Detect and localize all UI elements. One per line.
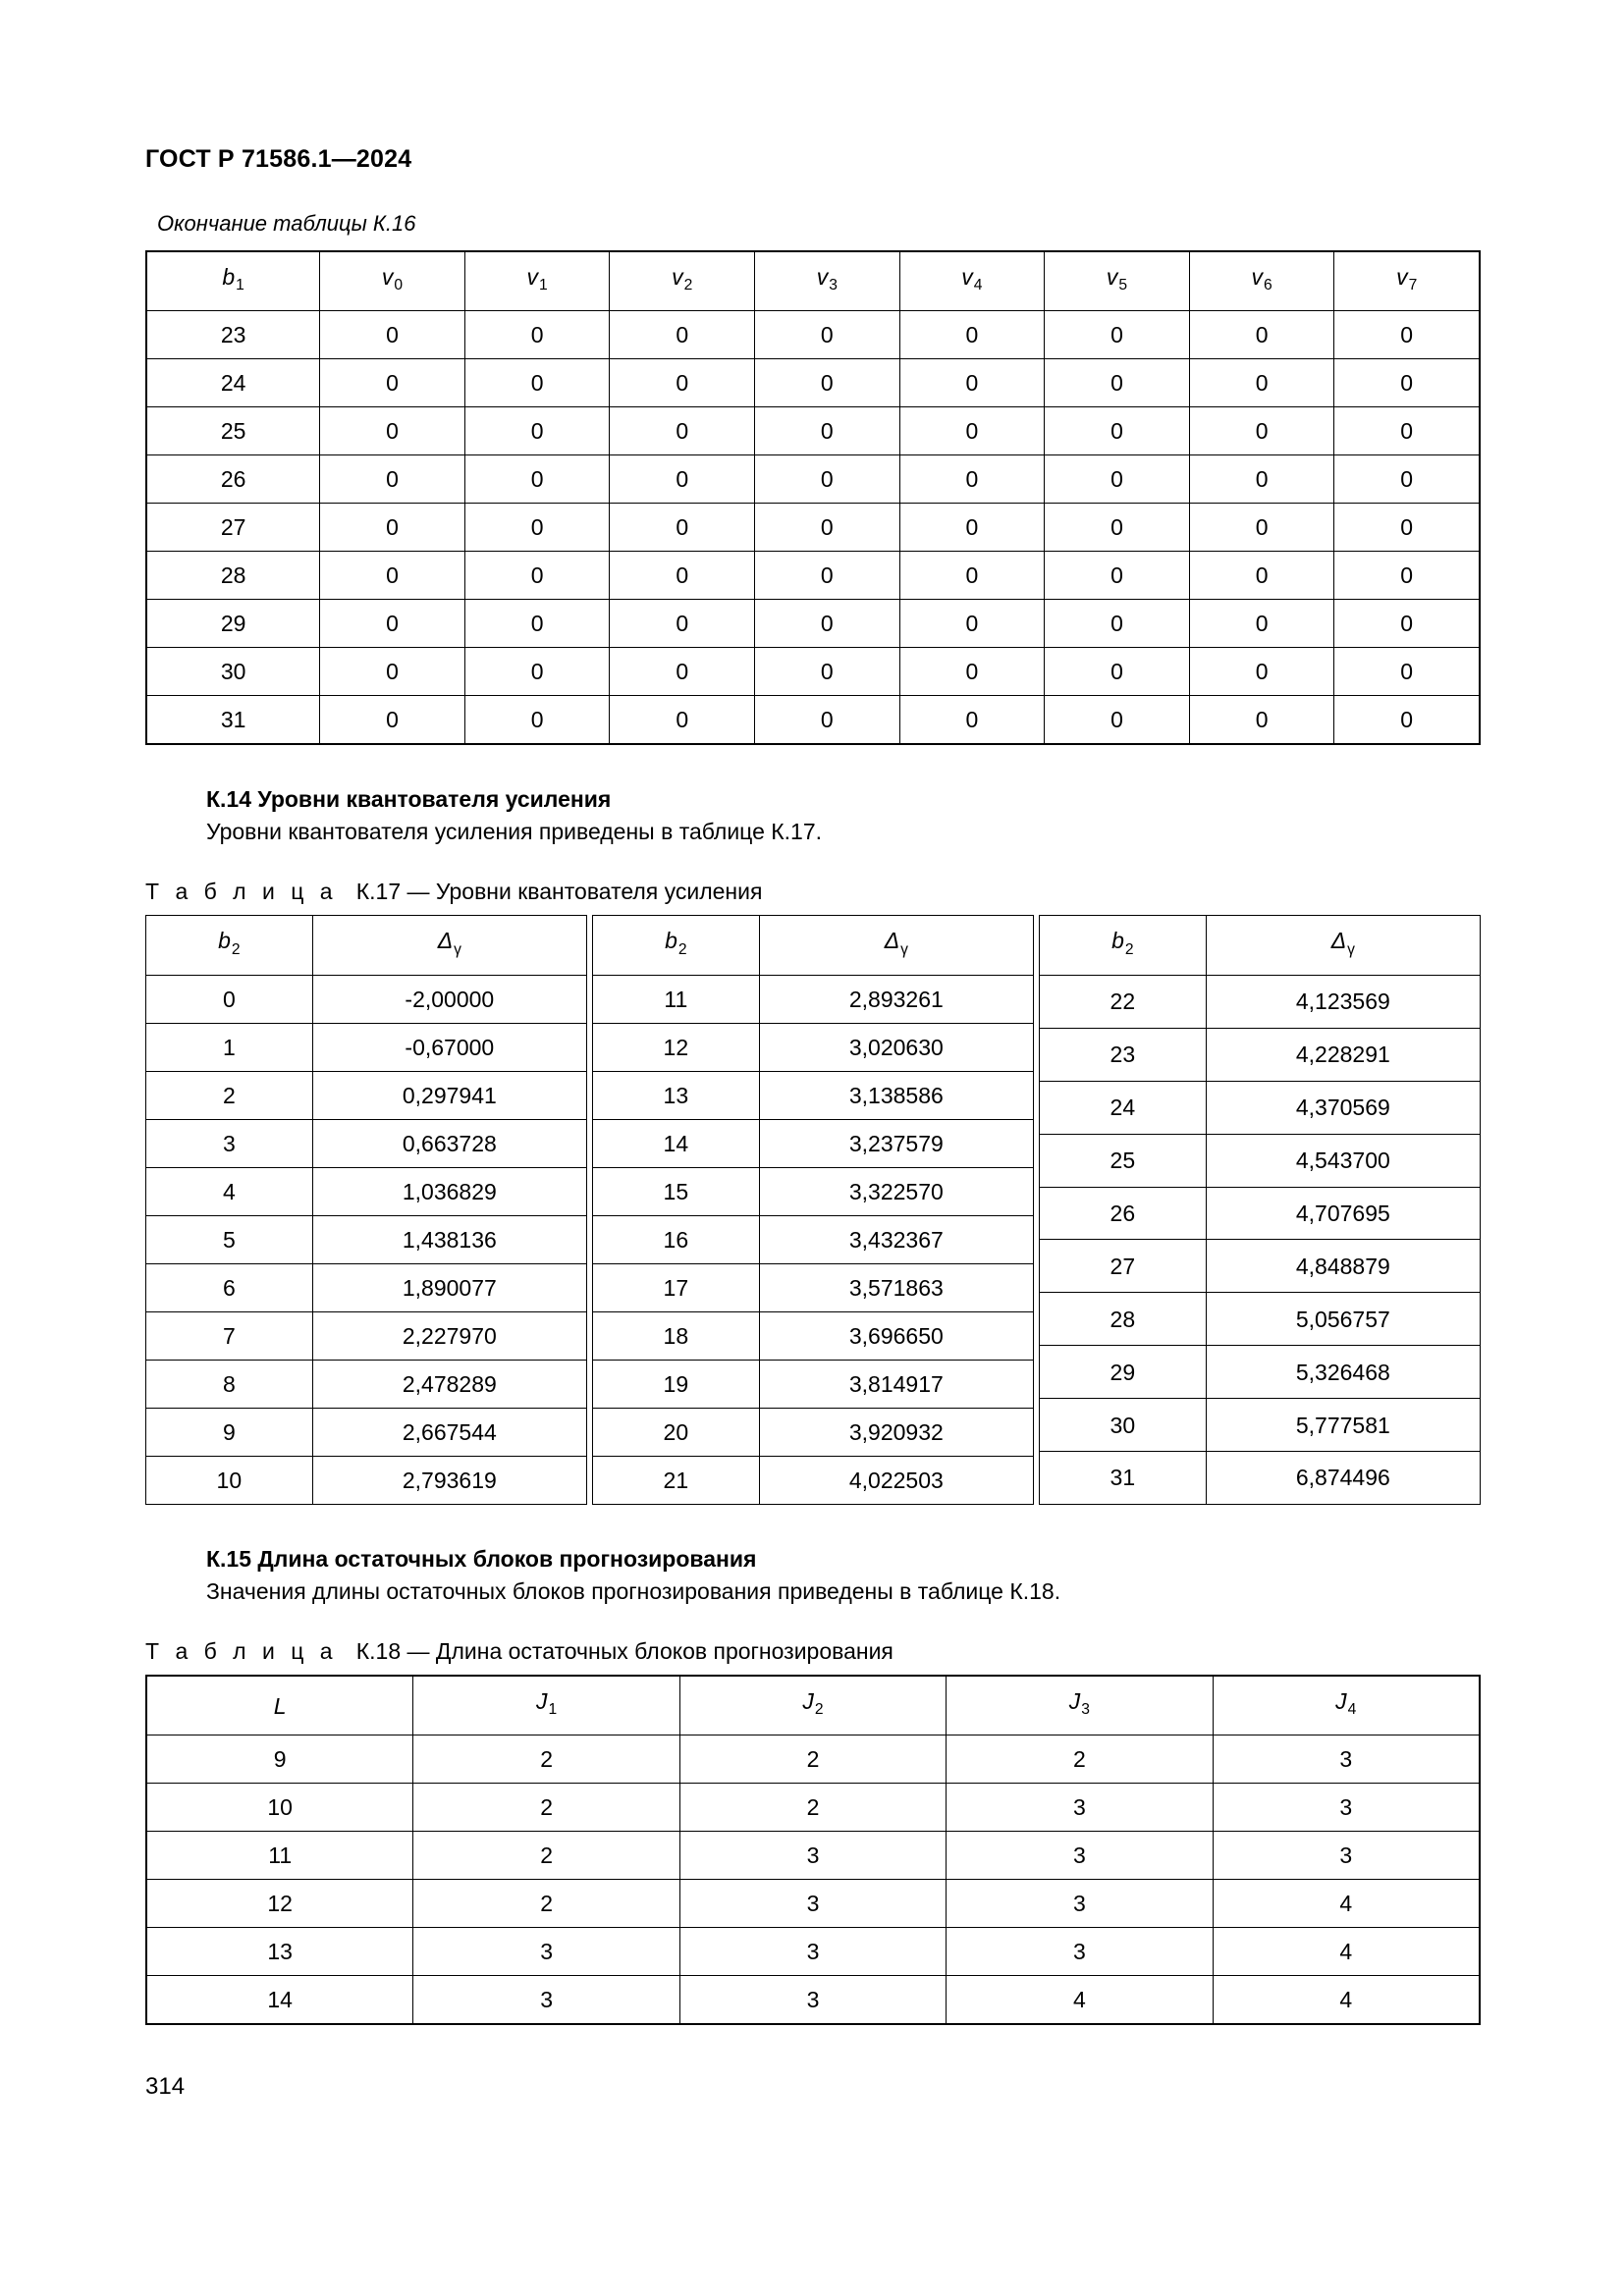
table-cell: 0	[1189, 552, 1334, 600]
table-cell: 2	[413, 1735, 679, 1784]
table-cell: 14	[146, 1976, 413, 2025]
table-cell: 2	[679, 1784, 946, 1832]
table-cell: 0	[320, 552, 465, 600]
table-row	[146, 504, 1480, 552]
table-cell: 3	[947, 1880, 1213, 1928]
table-cell: 11	[146, 1832, 413, 1880]
table-cell: 0	[1045, 552, 1190, 600]
table-cell: 0	[320, 504, 465, 552]
table-cell: 28	[1040, 1293, 1207, 1346]
table-row	[593, 1408, 1034, 1456]
table-row	[146, 1071, 587, 1119]
table-cell: 4,022503	[759, 1456, 1033, 1504]
table-cell: 20	[593, 1408, 760, 1456]
table-row	[146, 311, 1480, 359]
table-cell: 0	[755, 359, 900, 407]
table-cell: 23	[1040, 1028, 1207, 1081]
table-k17-body-1	[146, 975, 587, 1504]
column-header: $v_3$	[755, 251, 900, 311]
table-cell: 4,123569	[1206, 975, 1480, 1028]
table-cell: 2,793619	[312, 1456, 586, 1504]
table-cell: 25	[1040, 1134, 1207, 1187]
table-k18-header-row	[146, 1676, 1480, 1735]
table-cell: 0	[1045, 504, 1190, 552]
table-row	[146, 455, 1480, 504]
table-cell: 13	[146, 1928, 413, 1976]
column-header: $b_1$	[146, 251, 320, 311]
table-cell: 0,663728	[312, 1119, 586, 1167]
table-cell: 14	[593, 1119, 760, 1167]
table-k18-caption-label: Т а б л и ц а	[145, 1637, 338, 1664]
table-cell: 25	[146, 407, 320, 455]
table-cell: 11	[593, 975, 760, 1023]
table-row	[146, 696, 1480, 745]
table-cell: 1	[146, 1023, 313, 1071]
table-cell: 4	[947, 1976, 1213, 2025]
table-row	[146, 1456, 587, 1504]
column-header: $J_1$	[413, 1676, 679, 1735]
table-cell: 2,478289	[312, 1360, 586, 1408]
table-cell: 0	[320, 648, 465, 696]
table-row	[593, 1167, 1034, 1215]
table-cell: 0	[899, 311, 1045, 359]
table-cell: 0	[1334, 504, 1480, 552]
table-k17-header-row	[593, 916, 1034, 975]
table-cell: 0	[320, 696, 465, 745]
table-cell: 10	[146, 1784, 413, 1832]
table-row	[146, 1263, 587, 1311]
table-row	[1040, 1399, 1481, 1452]
table-cell: 30	[146, 648, 320, 696]
table-cell: 3	[679, 1976, 946, 2025]
table-row	[146, 975, 587, 1023]
column-header: L	[146, 1676, 413, 1735]
table-cell: 17	[593, 1263, 760, 1311]
table-cell: 26	[146, 455, 320, 504]
table-row	[146, 1119, 587, 1167]
table-row	[1040, 1081, 1481, 1134]
table-cell: 16	[593, 1215, 760, 1263]
table-cell: 27	[146, 504, 320, 552]
column-header: $v_5$	[1045, 251, 1190, 311]
column-header: $v_0$	[320, 251, 465, 311]
table-cell: 5,326468	[1206, 1346, 1480, 1399]
table-cell: 1,438136	[312, 1215, 586, 1263]
table-cell: 31	[146, 696, 320, 745]
table-cell: 1,890077	[312, 1263, 586, 1311]
table-cell: 4,707695	[1206, 1187, 1480, 1240]
table-row	[146, 1167, 587, 1215]
table-row	[146, 359, 1480, 407]
table-cell: 3,432367	[759, 1215, 1033, 1263]
table-cell: 6,874496	[1206, 1451, 1480, 1504]
table-cell: 0	[755, 696, 900, 745]
table-cell: 3	[679, 1832, 946, 1880]
table-row	[1040, 975, 1481, 1028]
table-cell: 0	[1045, 359, 1190, 407]
table-cell: 0	[1045, 600, 1190, 648]
table-cell: 0	[1189, 311, 1334, 359]
table-k17	[145, 915, 1481, 1504]
table-cell: 0	[320, 455, 465, 504]
table-cell: 0	[464, 648, 610, 696]
table-row	[1040, 1028, 1481, 1081]
table-cell: 3	[947, 1928, 1213, 1976]
table-cell: 0	[464, 407, 610, 455]
page-content	[145, 211, 1481, 2025]
table-k18-caption	[145, 1638, 1481, 1665]
table-cell: 3	[1213, 1735, 1480, 1784]
table-row	[593, 1215, 1034, 1263]
table-cell: 2	[146, 1071, 313, 1119]
table-cell: 2,893261	[759, 975, 1033, 1023]
table-cell: 0	[464, 311, 610, 359]
table-row	[1040, 1240, 1481, 1293]
column-header: $v_2$	[610, 251, 755, 311]
table-cell: 3,814917	[759, 1360, 1033, 1408]
column-header: $J_4$	[1213, 1676, 1480, 1735]
table-cell: 0	[899, 552, 1045, 600]
table-cell: 0	[320, 600, 465, 648]
table-row	[1040, 1134, 1481, 1187]
table-cell: 0	[464, 455, 610, 504]
table-cell: 3	[947, 1784, 1213, 1832]
table-cell: 13	[593, 1071, 760, 1119]
table-cell: 2	[947, 1735, 1213, 1784]
table-k17-body-3	[1040, 975, 1481, 1504]
table-row	[593, 1263, 1034, 1311]
table-cell: 0	[1334, 359, 1480, 407]
table-cell: 4,848879	[1206, 1240, 1480, 1293]
table-cell: 9	[146, 1408, 313, 1456]
table-cell: 28	[146, 552, 320, 600]
table-cell: 0	[610, 696, 755, 745]
table-cell: 3	[679, 1880, 946, 1928]
table-cell: 0	[610, 359, 755, 407]
table-cell: 0	[1334, 311, 1480, 359]
table-cell: 0	[610, 504, 755, 552]
section-k15-heading: К.15 Длина остаточных блоков прогнозирования	[206, 1545, 757, 1572]
table-cell: 8	[146, 1360, 313, 1408]
table-cell: 0	[755, 311, 900, 359]
table-cell: 29	[1040, 1346, 1207, 1399]
table-row	[593, 1023, 1034, 1071]
table-cell: 3,237579	[759, 1119, 1033, 1167]
table-cell: 0	[899, 359, 1045, 407]
table-cell: 18	[593, 1311, 760, 1360]
table-cell: 30	[1040, 1399, 1207, 1452]
table-cell: 0	[1334, 552, 1480, 600]
table-cell: 0	[320, 311, 465, 359]
table-cell: 0	[610, 455, 755, 504]
table-cell: 1,036829	[312, 1167, 586, 1215]
table-cell: 0	[1189, 407, 1334, 455]
table-cell: 31	[1040, 1451, 1207, 1504]
table-cell: 0	[899, 696, 1045, 745]
table-k18-caption-text: К.18 — Длина остаточных блоков прогнозирования	[355, 1637, 893, 1664]
table-cell: 3,696650	[759, 1311, 1033, 1360]
table-cell: 4	[1213, 1880, 1480, 1928]
table-row	[593, 975, 1034, 1023]
table-cell: 0	[464, 600, 610, 648]
column-header: $\Delta_\gamma$	[1206, 916, 1480, 975]
table-cell: 2,227970	[312, 1311, 586, 1360]
table-cell: 0	[610, 648, 755, 696]
table-row	[146, 648, 1480, 696]
table-cell: 5	[146, 1215, 313, 1263]
table-row	[593, 1071, 1034, 1119]
table-cell: 4,228291	[1206, 1028, 1480, 1081]
table-row	[146, 1976, 1480, 2025]
table-cell: 3	[413, 1928, 679, 1976]
table-row	[146, 1215, 587, 1263]
table-cell: 0	[1189, 455, 1334, 504]
table-cell: 4	[1213, 1928, 1480, 1976]
table-row	[146, 600, 1480, 648]
table-k18	[145, 1675, 1481, 2025]
table-cell: 3,920932	[759, 1408, 1033, 1456]
column-header: $v_7$	[1334, 251, 1480, 311]
table-k17-group-2	[592, 915, 1034, 1504]
table-cell: 0	[1045, 407, 1190, 455]
table-cell: 4	[1213, 1976, 1480, 2025]
table-cell: 4	[146, 1167, 313, 1215]
table-row	[593, 1456, 1034, 1504]
table-cell: 23	[146, 311, 320, 359]
table-cell: 0	[1189, 504, 1334, 552]
table-cell: 2	[679, 1735, 946, 1784]
table-k17-body-2	[593, 975, 1034, 1504]
table-cell: 0	[320, 359, 465, 407]
table-row	[1040, 1451, 1481, 1504]
table-cell: 3	[679, 1928, 946, 1976]
table-cell: 4,543700	[1206, 1134, 1480, 1187]
table-cell: 0	[899, 600, 1045, 648]
table-cell: 0	[1189, 696, 1334, 745]
table-cell: 5,056757	[1206, 1293, 1480, 1346]
page-number: 314	[145, 2073, 186, 2100]
table-cell: 3	[947, 1832, 1213, 1880]
table-cell: 3	[1213, 1784, 1480, 1832]
table-cell: 0	[899, 648, 1045, 696]
table-row	[593, 1360, 1034, 1408]
table-cell: 0	[899, 504, 1045, 552]
table-cell: 2	[413, 1880, 679, 1928]
table-cell: 12	[146, 1880, 413, 1928]
table-cell: 19	[593, 1360, 760, 1408]
table-k16-header-row	[146, 251, 1480, 311]
table-cell: 0	[755, 504, 900, 552]
table-row	[593, 1119, 1034, 1167]
table-row	[146, 1023, 587, 1071]
table-cell: 0	[1189, 648, 1334, 696]
table-k17-header-row	[1040, 916, 1481, 975]
table-cell: 0	[464, 504, 610, 552]
table-row	[1040, 1346, 1481, 1399]
table-cell: 6	[146, 1263, 313, 1311]
table-k17-caption-text: К.17 — Уровни квантователя усиления	[355, 879, 763, 905]
table-row	[146, 1880, 1480, 1928]
table-cell: 2	[413, 1784, 679, 1832]
table-cell: 15	[593, 1167, 760, 1215]
table-cell: 0	[899, 455, 1045, 504]
table-row	[146, 1408, 587, 1456]
table-cell: 27	[1040, 1240, 1207, 1293]
table-row	[146, 1360, 587, 1408]
table-k17-header-row	[146, 916, 587, 975]
table-cell: 0	[610, 311, 755, 359]
table-row	[593, 1311, 1034, 1360]
column-header: $v_6$	[1189, 251, 1334, 311]
table-row	[146, 1784, 1480, 1832]
table-cell: 0	[1334, 648, 1480, 696]
table-cell: 0	[610, 407, 755, 455]
table-cell: 10	[146, 1456, 313, 1504]
table-cell: 0	[1045, 311, 1190, 359]
table-cell: 12	[593, 1023, 760, 1071]
section-k14-paragraph: Уровни квантователя усиления приведены в таблице К.17.	[206, 819, 823, 845]
table-cell: 0	[610, 600, 755, 648]
column-header: $v_1$	[464, 251, 610, 311]
table-cell: -0,67000	[312, 1023, 586, 1071]
section-k14-heading: К.14 Уровни квантователя усиления	[206, 786, 612, 813]
table-cell: 0	[755, 648, 900, 696]
table-cell: 0	[755, 600, 900, 648]
table-cell: 0	[1334, 455, 1480, 504]
table-cell: 4,370569	[1206, 1081, 1480, 1134]
column-header: $\Delta_\gamma$	[759, 916, 1033, 975]
table-cell: 0	[464, 696, 610, 745]
table-row	[146, 1311, 587, 1360]
table-cell: 24	[1040, 1081, 1207, 1134]
table-cell: 9	[146, 1735, 413, 1784]
table-cell: 0	[899, 407, 1045, 455]
table-row	[146, 1928, 1480, 1976]
column-header: $v_4$	[899, 251, 1045, 311]
table-k17-caption	[145, 879, 1481, 905]
table-cell: 0	[1045, 455, 1190, 504]
table-cell: 3,571863	[759, 1263, 1033, 1311]
column-header: $b_2$	[1040, 916, 1207, 975]
table-k18-body	[146, 1735, 1480, 2025]
table-cell: 26	[1040, 1187, 1207, 1240]
table-cell: 7	[146, 1311, 313, 1360]
table-cell: 3	[146, 1119, 313, 1167]
table-cell: 2	[413, 1832, 679, 1880]
table-k17-group-1	[145, 915, 587, 1504]
table-cell: 3,138586	[759, 1071, 1033, 1119]
table-row	[146, 407, 1480, 455]
table-cell: 29	[146, 600, 320, 648]
table-k17-group-3	[1039, 915, 1481, 1504]
table-cell: 0	[755, 407, 900, 455]
column-header: $J_3$	[947, 1676, 1213, 1735]
table-cell: 0	[1045, 648, 1190, 696]
table-cell: 0	[464, 552, 610, 600]
table-cell: 0	[755, 552, 900, 600]
table-cell: 3	[1213, 1832, 1480, 1880]
table-cell: 0	[610, 552, 755, 600]
table-cell: 22	[1040, 975, 1207, 1028]
table-cell: 0	[755, 455, 900, 504]
table-cell: 2,667544	[312, 1408, 586, 1456]
table-k16-body	[146, 311, 1480, 745]
table-cell: 0	[1334, 696, 1480, 745]
table-cell: 0	[1189, 359, 1334, 407]
table-k16	[145, 250, 1481, 745]
table-cell: 21	[593, 1456, 760, 1504]
table-cell: 3,322570	[759, 1167, 1033, 1215]
column-header: $\Delta_\gamma$	[312, 916, 586, 975]
section-k15-paragraph: Значения длины остаточных блоков прогнозирования приведены в таблице К.18.	[206, 1577, 1061, 1604]
table-cell: -2,00000	[312, 975, 586, 1023]
standard-header: ГОСТ Р 71586.1—2024	[145, 145, 412, 173]
table-k16-continuation-note: Окончание таблицы К.16	[157, 211, 416, 236]
table-cell: 0	[1045, 696, 1190, 745]
table-row	[146, 1735, 1480, 1784]
column-header: $J_2$	[679, 1676, 946, 1735]
table-cell: 3	[413, 1976, 679, 2025]
table-cell: 24	[146, 359, 320, 407]
table-row	[1040, 1293, 1481, 1346]
table-row	[146, 1832, 1480, 1880]
table-row	[1040, 1187, 1481, 1240]
table-k17-caption-label: Т а б л и ц а	[145, 879, 338, 905]
table-cell: 0,297941	[312, 1071, 586, 1119]
table-cell: 0	[320, 407, 465, 455]
table-cell: 3,020630	[759, 1023, 1033, 1071]
column-header: $b_2$	[593, 916, 760, 975]
table-cell: 0	[1189, 600, 1334, 648]
table-cell: 0	[1334, 600, 1480, 648]
table-cell: 0	[464, 359, 610, 407]
table-row	[146, 552, 1480, 600]
table-cell: 0	[1334, 407, 1480, 455]
table-cell: 0	[146, 975, 313, 1023]
table-cell: 5,777581	[1206, 1399, 1480, 1452]
column-header: $b_2$	[146, 916, 313, 975]
